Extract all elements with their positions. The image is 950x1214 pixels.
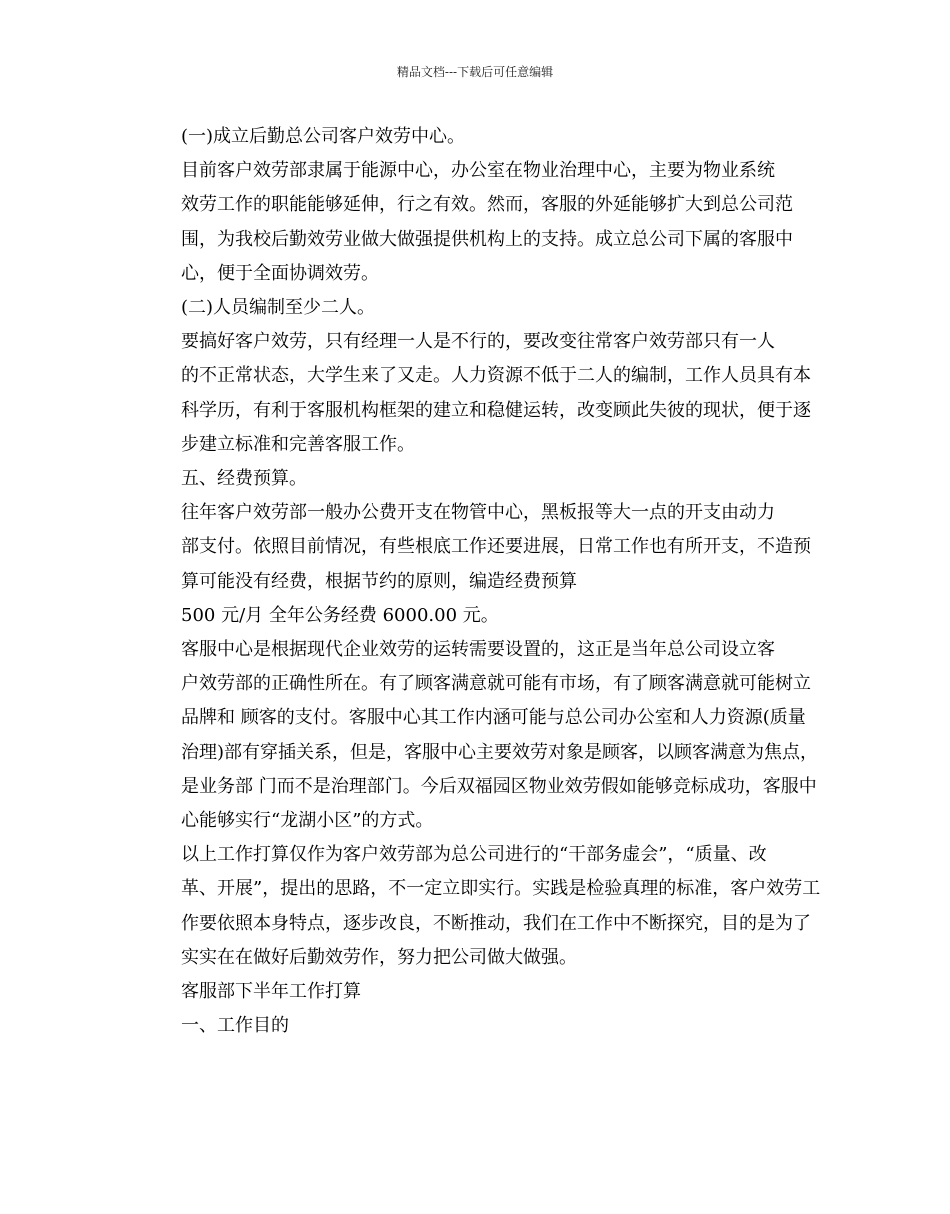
text-line: 治理)部有穿插关系，但是，客服中心主要效劳对象是顾客，以顾客满意为焦点， [181,741,819,763]
text-line: 部支付。依照目前情况，有些根底工作还要进展，日常工作也有所开支，不造预 [181,536,811,558]
paragraph-staffing [145,325,810,462]
text-line: 品牌和 顾客的支付。客服中心其工作内涵可能与总公司办公室和人力资源(质量 [181,707,806,729]
text-line: 目前客户效劳部隶属于能源中心，办公室在物业治理中心，主要为物业系统 [181,160,775,182]
heading-budget [145,462,810,496]
text-line: 一、工作目的 [181,1015,289,1037]
heading-second-half-plan [145,975,810,1009]
text-line: 往年客户效劳部一般办公费开支在物管中心，黑板报等大一点的开支由动力 [181,502,775,524]
text-line: 客服部下半年工作打算 [181,981,361,1003]
text-line: 效劳工作的职能能够延伸，行之有效。然而，客服的外延能够扩大到总公司范 [181,194,793,216]
text-line: (二)人员编制至少二人。 [181,297,376,319]
text-line: 的不正常状态，大学生来了又走。人力资源不低于二人的编制，工作人员具有本 [181,365,811,387]
paragraph-budget [145,496,810,599]
text-line: 是业务部 门而不是治理部门。今后双福园区物业效劳假如能够竞标成功，客服中 [181,775,817,797]
heading-work-objectives [145,1009,810,1043]
text-line: 革、开展”，提出的思路，不一定立即实行。实践是检验真理的标准，客户效劳工 [181,878,821,900]
heading-staffing [145,291,810,325]
paragraph-department-affiliation [145,154,810,291]
text-line: 算可能没有经费，根据节约的原则，编造经费预算 [181,570,577,592]
text-line: 作要依照本身特点，逐步改良，不断推动，我们在工作中不断探究，目的是为了 [181,912,811,934]
text-line: 心，便于全面协调效劳。 [181,262,379,284]
text-line: 步建立标准和完善客服工作。 [181,433,415,455]
text-line: 客服中心是根据现代企业效劳的运转需要设置的，这正是当年总公司设立客 [181,639,775,661]
text-line: 要搞好客户效劳，只有经理一人是不行的，要改变往常客户效劳部只有一人 [181,331,775,353]
paragraph-service-center-role [145,633,819,838]
paragraph-budget-amount [145,599,810,633]
text-line: 围，为我校后勤效劳业做大做强提供机构上的支持。成立总公司下属的客服中 [181,228,793,250]
text-line: 500 元/月 全年公务经费 6000.00 元。 [181,604,499,626]
text-line: 心能够实行“龙湖小区”的方式。 [181,810,434,832]
document-body [145,120,821,1043]
paragraph-conclusion [145,838,821,975]
page-header: 精品文档---下载后可任意编辑 [396,65,554,79]
heading-customer-service-center [145,120,810,154]
text-line: 五、经费预算。 [181,468,307,490]
text-line: 以上工作打算仅作为客户效劳部为总公司进行的“干部务虚会”，“质量、改 [181,844,767,866]
text-line: 科学历，有利于客服机构框架的建立和稳健运转，改变顾此失彼的现状，便于逐 [181,399,811,421]
text-line: 实实在在做好后勤效劳作，努力把公司做大做强。 [181,946,577,968]
text-line: 户效劳部的正确性所在。有了顾客满意就可能有市场，有了顾客满意就可能树立 [181,673,811,695]
text-line: (一)成立后勤总公司客户效劳中心。 [181,126,466,147]
